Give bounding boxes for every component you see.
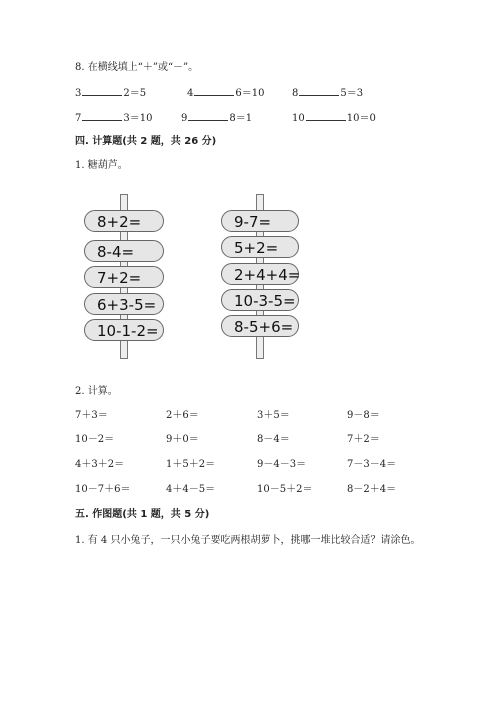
q8-title: 8. 在横线填上“＋”或“－”。	[75, 62, 199, 73]
fill-item: 4 6＝10	[187, 88, 265, 99]
calc-item: 8－2＋4＝	[347, 484, 397, 495]
calc-item: 4＋4－5＝	[166, 484, 216, 495]
calc-item: 8－4＝	[257, 434, 290, 445]
gourd-bead: 10-3-5=	[221, 289, 299, 311]
gourd-bead: 10-1-2=	[84, 319, 164, 341]
calc-item: 10－7＋6＝	[75, 484, 131, 495]
answer-blank[interactable]	[299, 86, 339, 96]
calc-item: 9－8＝	[347, 410, 380, 421]
answer-blank[interactable]	[82, 111, 122, 121]
section-heading: 五. 作图题(共 1 题，共 5 分)	[75, 509, 210, 520]
fill-item: 10 10＝0	[292, 113, 376, 124]
fill-item: 7 3＝10	[75, 113, 153, 124]
answer-blank[interactable]	[194, 86, 234, 96]
gourd-bead: 8+2=	[84, 210, 164, 232]
calc-item: 4＋3＋2＝	[75, 459, 125, 470]
calc-item: 1＋5＋2＝	[166, 459, 216, 470]
calc-item: 3＋5＝	[257, 410, 290, 421]
calc-item: 7＋3＝	[75, 410, 108, 421]
calc-item: 10－5＋2＝	[257, 484, 313, 495]
section-heading: 四. 计算题(共 2 题，共 26 分)	[75, 136, 217, 147]
gourd-bead: 5+2=	[221, 236, 299, 258]
fill-item: 8 5＝3	[292, 88, 364, 99]
gourd-bead: 8-4=	[84, 240, 164, 262]
calc-item: 9－4－3＝	[257, 459, 307, 470]
calc-item: 2＋6＝	[166, 410, 199, 421]
calc-item: 7－3－4＝	[347, 459, 397, 470]
gourd-bead: 9-7=	[221, 210, 299, 232]
answer-blank[interactable]	[306, 111, 346, 121]
fill-item: 9 8＝1	[181, 113, 253, 124]
question-title: 1. 糖葫芦。	[75, 160, 128, 171]
gourd-bead: 8-5+6=	[221, 315, 299, 337]
calc-item: 7＋2＝	[347, 434, 380, 445]
gourd-bead: 2+4+4=	[221, 263, 299, 285]
answer-blank[interactable]	[188, 111, 228, 121]
gourd-bead: 6+3-5=	[84, 293, 164, 315]
question-title: 2. 计算。	[75, 386, 118, 397]
question-text: 1. 有 4 只小兔子，一只小兔子要吃两根胡萝卜，挑哪一堆比较合适？请涂色。	[75, 535, 421, 546]
fill-item: 3 2＝5	[75, 88, 147, 99]
gourd-bead: 7+2=	[84, 266, 164, 288]
calc-item: 9＋0＝	[166, 434, 199, 445]
calc-item: 10－2＝	[75, 434, 115, 445]
answer-blank[interactable]	[82, 86, 122, 96]
